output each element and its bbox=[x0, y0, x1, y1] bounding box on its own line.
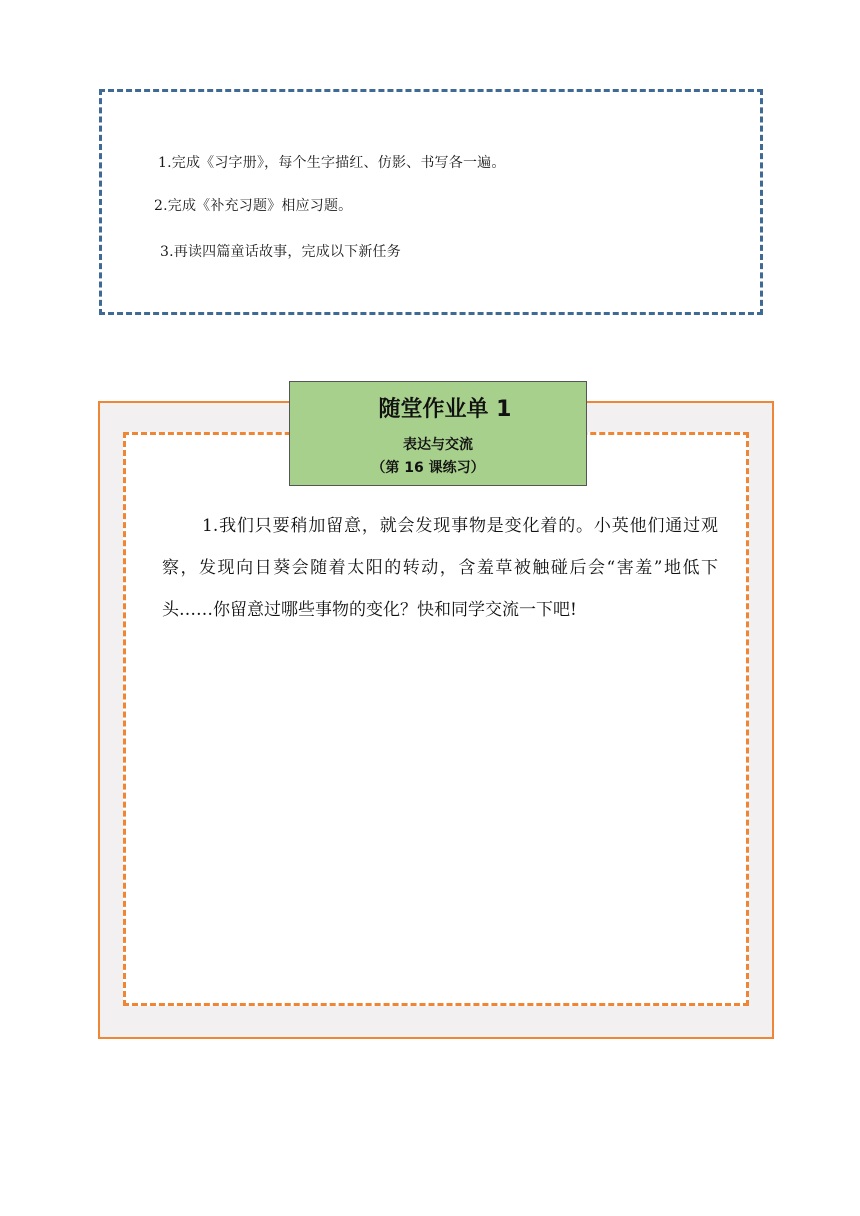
worksheet-header bbox=[289, 381, 587, 486]
worksheet-subtitle: 表达与交流 bbox=[403, 437, 473, 453]
task-item-1: 1.完成《习字册》，每个生字描红、仿影、书写各一遍。 bbox=[158, 155, 506, 171]
task-item-2: 2.完成《补充习题》相应习题。 bbox=[154, 198, 353, 214]
worksheet-card bbox=[98, 401, 774, 1039]
task-list-box bbox=[99, 89, 763, 315]
worksheet-lesson: （第 16 课练习） bbox=[371, 460, 485, 476]
worksheet-question: 1.我们只要稍加留意，就会发现事物是变化着的。小英他们通过观察，发现向日葵会随着太阳的转动，含羞草被触碰后会“害羞”地低下头……你留意过哪些事物的变化？快和同学交流一下吧! bbox=[162, 516, 718, 620]
worksheet-title: 随堂作业单 1 bbox=[378, 397, 512, 422]
task-item-3: 3.再读四篇童话故事，完成以下新任务 bbox=[160, 244, 401, 260]
